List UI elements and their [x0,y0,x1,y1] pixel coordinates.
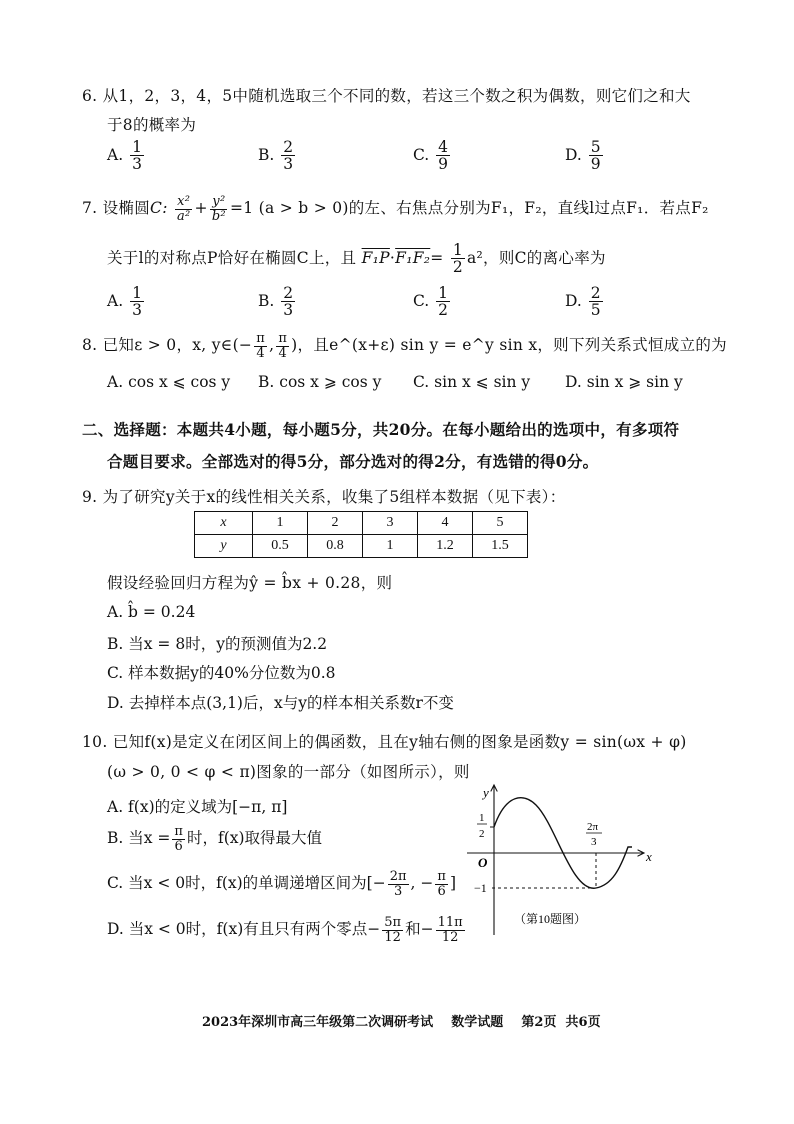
table-cell: y [195,535,253,558]
table-row [195,512,528,535]
q10-option-a: A. f(x)的定义域为[−π, π] [107,798,288,816]
q8-stem: 8. 已知ε > 0，x, y∈(− $\frac{\pi}{4}$ , $\frac{\pi}{4}$ )，且e^(x+ε) sin y = e^y sin x，则下列关系式恒成立的为 [82,331,727,361]
q10-option-d: D. 当x < 0时，f(x)有且只有两个零点− $\frac{5\pi}{12}$ 和− $\frac{11\pi}{12}$ [107,915,463,945]
q9-option-a: A. b̂ = 0.24 [107,603,196,621]
q8-option-a: A. cos x ⩽ cos y [107,373,231,391]
fig-caption: （第10题图） [514,912,587,926]
fig-tick-2pi3-den: 3 [591,836,597,848]
table-cell: 5 [473,512,528,535]
q9-data-table [194,511,528,558]
fig-tick-half-num: 1 [479,812,485,824]
q8-option-c: C. sin x ⩽ sin y [413,373,531,391]
section2-line2: 合题目要求。全部选对的得5分，部分选对的得2分，有选错的得0分。 [107,452,599,471]
q7-option-a: A. $\frac{1}{3}$ [107,284,142,320]
q10-option-c: C. 当x < 0时，f(x)的单调递增区间为[− $\frac{2\pi}{3}$ , − $\frac{\pi}{6}$ ] [107,869,456,899]
q6-stem-line1: 6. 从1，2，3，4，5中随机选取三个不同的数，若这三个数之积为偶数，则它们之和大 [82,87,691,105]
q7-option-d: D. $\frac{2}{5}$ [565,284,601,320]
footer-page: 第2页 [521,1015,557,1030]
q6-option-b: B. $\frac{2}{3}$ [258,138,294,174]
fig-tick-2pi3-num: 2π [587,821,599,833]
q7-line2: 关于l的对称点P恰好在椭圆C上，且 F₁P·F₁F₂= $\frac{1}{2}$ a²，则C的离心率为 [107,241,606,277]
q8-option-b: B. cos x ⩾ cos y [258,373,382,391]
section2-line1: 二、选择题：本题共4小题，每小题5分，共20分。在每小题给出的选项中，有多项符 [82,420,680,439]
sine-curve [494,798,632,889]
q10-option-b: B. 当x = $\frac{\pi}{6}$ 时，f(x)取得最大值 [107,824,323,854]
table-cell: x [195,512,253,535]
q10-line2: (ω > 0, 0 < φ < π)图象的一部分（如图所示），则 [107,763,470,781]
q7-option-c: C. $\frac{1}{2}$ [413,284,449,320]
table-cell: 2 [308,512,363,535]
table-cell: 1 [363,535,418,558]
q9-stem: 9. 为了研究y关于x的线性相关关系，收集了5组样本数据（见下表）： [82,488,566,506]
table-cell: 1.2 [418,535,473,558]
table-row [195,535,528,558]
q9-option-c: C. 样本数据y的40%分位数为0.8 [107,664,336,682]
footer-title: 2023年深圳市高三年级第二次调研考试 [202,1015,434,1030]
table-cell: 0.8 [308,535,363,558]
fig-origin-label: O [478,855,488,870]
table-cell: 4 [418,512,473,535]
q10-line1: 10. 已知f(x)是定义在闭区间上的偶函数，且在y轴右侧的图象是函数y = sin(ωx + φ) [82,733,687,751]
table-cell: 0.5 [253,535,308,558]
q9-option-d: D. 去掉样本点(3,1)后，x与y的样本相关系数r不变 [107,694,454,712]
q7-line1: 7. 设椭圆C: $\frac{\text{x²}}{\text{a²}}$ + $\frac{\text{y²}}{\text{b²}}$ =1 (a > b > 0)的左、右焦点分别为F₁，F₂，直线l过点F₁．若点F₂ [82,194,709,224]
q6-option-c: C. $\frac{4}{9}$ [413,138,449,174]
q10-sine-figure [462,775,662,945]
table-cell: 1 [253,512,308,535]
q9-assumption: 假设经验回归方程为ŷ = b̂x + 0.28，则 [107,574,393,592]
fig-y-label: y [483,785,489,800]
q6-option-a: A. $\frac{1}{3}$ [107,138,142,174]
q6-stem-line2: 于8的概率为 [107,116,197,134]
fig-tick-neg-one: −1 [474,881,487,895]
fig-tick-half-den: 2 [479,828,485,840]
footer [202,1011,601,1030]
footer-subject: 数学试题 [451,1015,504,1030]
q7-option-b: B. $\frac{2}{3}$ [258,284,294,320]
q6-option-d: D. $\frac{5}{9}$ [565,138,601,174]
table-cell: 3 [363,512,418,535]
footer-total: 共6页 [565,1015,601,1030]
table-cell: 1.5 [473,535,528,558]
q9-option-b: B. 当x = 8时，y的预测值为2.2 [107,635,328,653]
fig-x-label: x [646,849,652,864]
q8-option-d: D. sin x ⩾ sin y [565,373,683,391]
